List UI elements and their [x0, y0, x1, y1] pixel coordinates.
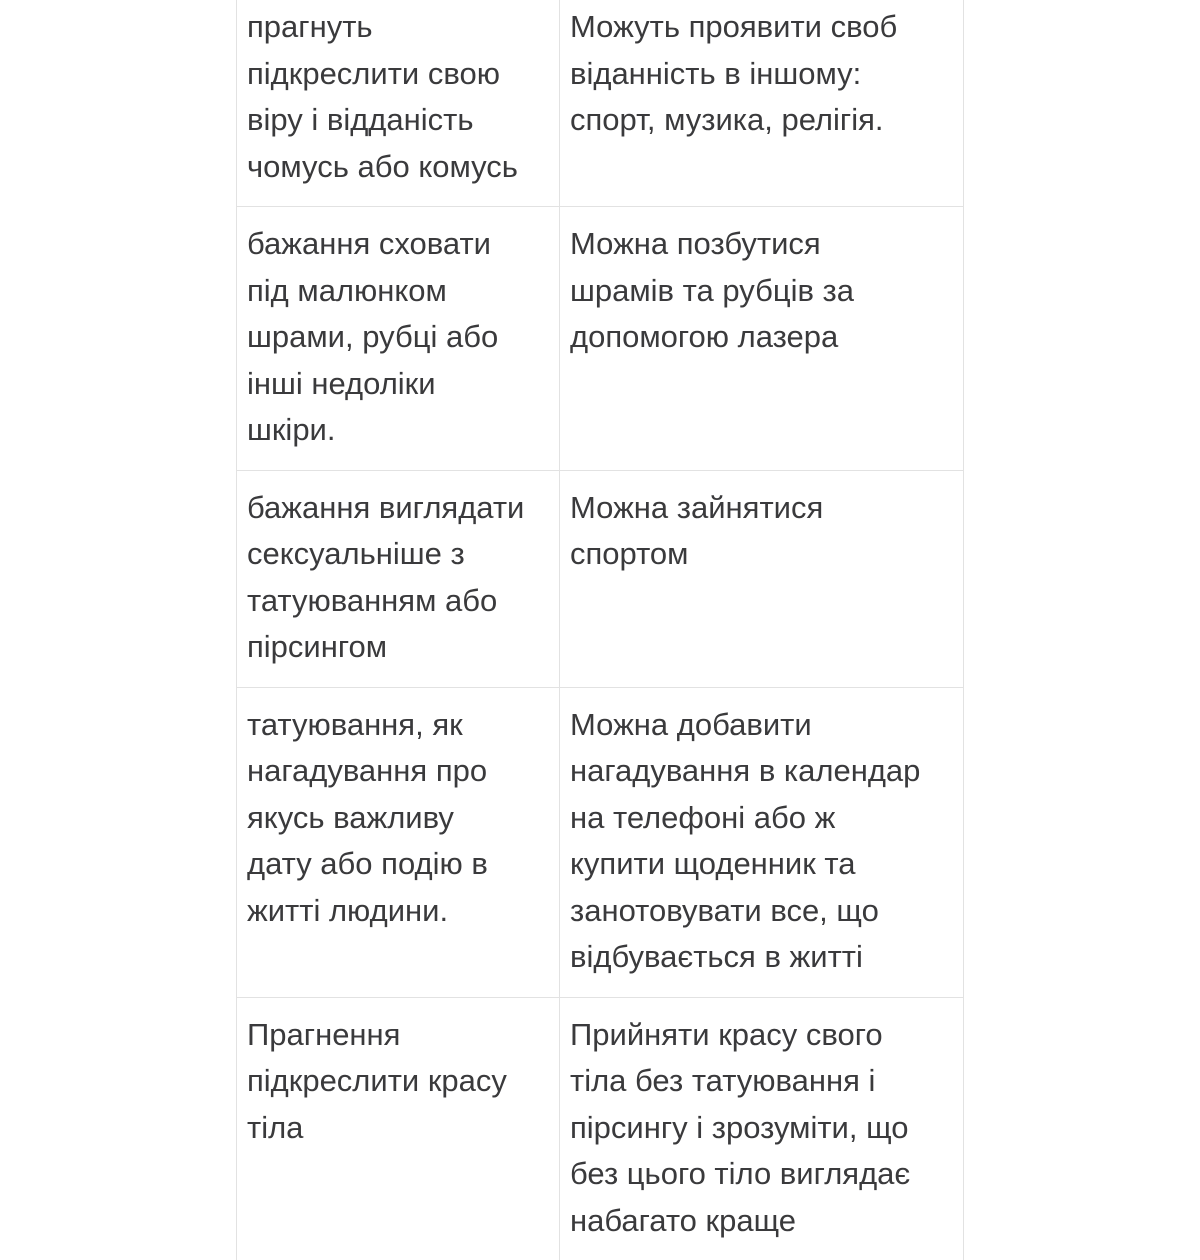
table-row	[237, 688, 963, 998]
table-row	[237, 471, 963, 688]
motive-cell: бажання сховати під малюнком шрами, рубці або інші недоліки шкіри.	[237, 207, 560, 470]
table-row	[237, 207, 963, 471]
alternative-cell: Можна зайнятися спортом	[560, 471, 963, 687]
alternative-cell: Можуть проявити своб віданність в іншому: спорт, музика, релігія.	[560, 0, 963, 206]
motive-cell: Прагнення підкреслити красу тіла	[237, 998, 560, 1260]
motive-cell: татуювання, як нагадування про якусь важливу дату або подію в житті людини.	[237, 688, 560, 997]
alternative-cell: Можна позбутися шрамів та рубців за допомогою лазера	[560, 207, 963, 470]
motive-cell: бажання виглядати сексуальніше з татуюванням або пірсингом	[237, 471, 560, 687]
motives-alternatives-table	[236, 0, 964, 1260]
motive-cell: прагнуть підкреслити свою віру і відданість чомусь або комусь	[237, 0, 560, 206]
alternative-cell: Прийняти красу свого тіла без татуювання і пірсингу і зрозуміти, що без цього тіло виглядає набагато краще	[560, 998, 963, 1260]
table-row	[237, 998, 963, 1260]
alternative-cell: Можна добавити нагадування в календар на телефоні або ж купити щоденник та занотовувати все, що відбувається в житті	[560, 688, 963, 997]
table-row	[237, 0, 963, 207]
